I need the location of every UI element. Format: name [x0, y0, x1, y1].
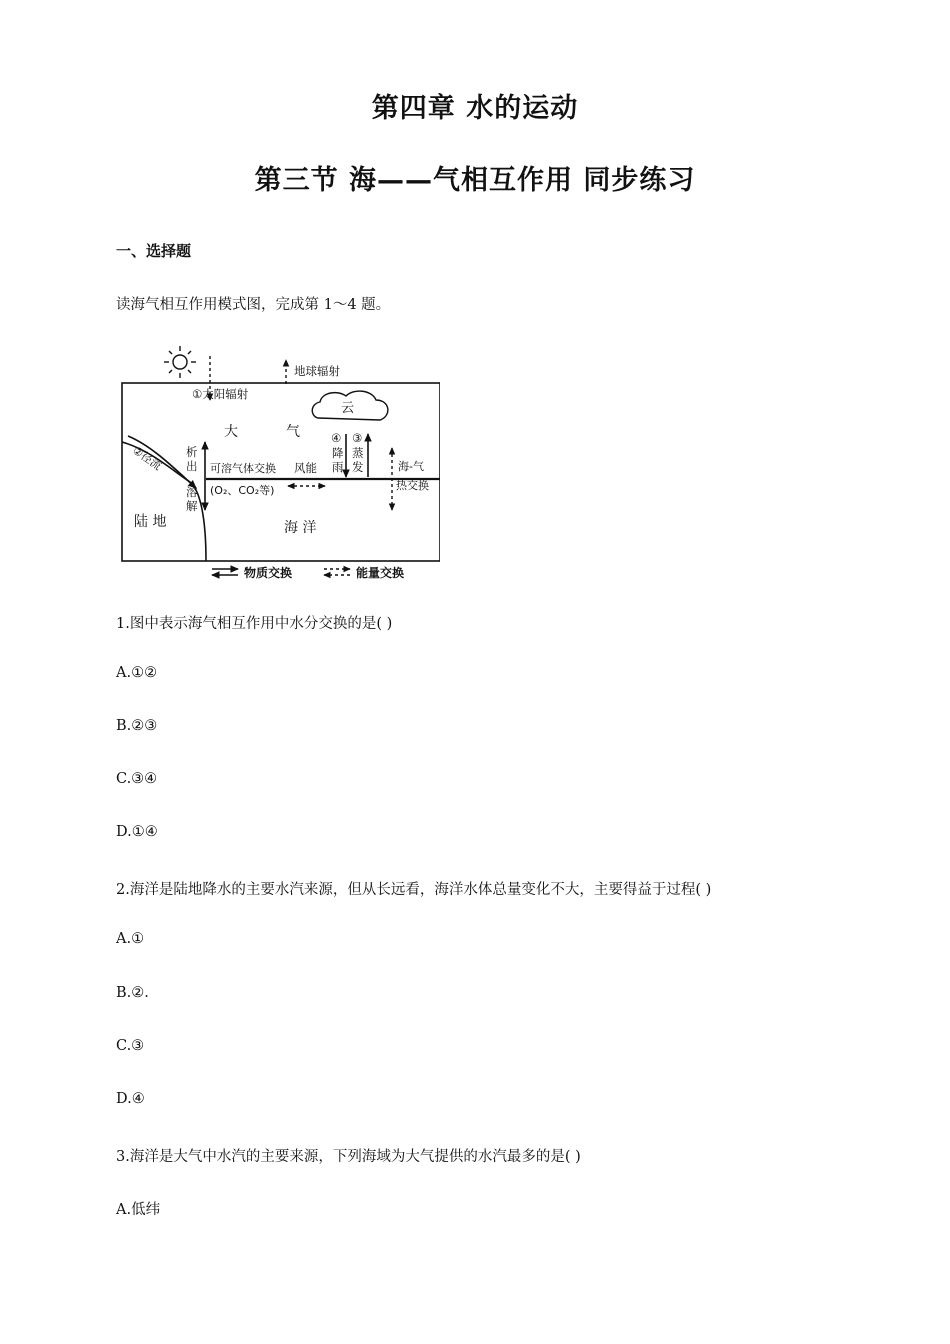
question-3-stem: 3.海洋是大气中水汽的主要来源，下列海域为大气提供的水汽最多的是( ) — [116, 1149, 581, 1165]
dissolve-label-2: 解 — [186, 499, 198, 513]
gas-exchange-label: 可溶气体交换 — [210, 462, 276, 475]
runoff-label: ②径流 — [130, 443, 164, 473]
question-1-option-d: D.①④ — [116, 824, 158, 840]
question-1-option-a: A.①② — [116, 665, 158, 681]
gases-label: (O₂、CO₂等) — [210, 484, 275, 497]
question-1-stem: 1.图中表示海气相互作用中水分交换的是( ) — [116, 616, 393, 632]
question-2-option-a: A.① — [116, 931, 145, 947]
intro-text: 读海气相互作用模式图，完成第 1～4 题。 — [116, 297, 391, 313]
legend-material-label: 物质交换 — [244, 566, 293, 580]
sun-icon — [164, 346, 196, 378]
solar-radiation-label: ①太阳辐射 — [192, 387, 249, 401]
atmosphere-label-2: 气 — [286, 424, 300, 440]
question-2-stem: 2.海洋是陆地降水的主要水汽来源，但从长远看，海洋水体总量变化不大，主要得益于过程( ) — [116, 882, 712, 898]
rain-number: ④ — [331, 431, 342, 445]
question-2-option-c: C.③ — [116, 1038, 145, 1054]
question-1-option-b: B.②③ — [116, 718, 158, 734]
question-2-option-b: B.②. — [116, 985, 149, 1001]
earth-radiation-label: 地球辐射 — [294, 364, 340, 378]
section-title: 第三节 海——气相互作用 同步练习 — [254, 165, 696, 196]
evap-label-1: 蒸 — [352, 446, 364, 460]
heat-exchange-label-2: 热交换 — [396, 479, 429, 492]
chapter-title: 第四章 水的运动 — [371, 93, 579, 124]
evap-label-2: 发 — [352, 460, 364, 474]
question-2-option-d: D.④ — [116, 1091, 145, 1107]
atmosphere-label-1: 大 — [224, 424, 238, 440]
sea-air-interaction-diagram — [110, 342, 440, 587]
legend-energy-label: 能量交换 — [356, 566, 405, 580]
rain-label-2: 雨 — [332, 460, 344, 474]
wind-energy-label: 风能 — [294, 461, 317, 475]
rain-label-1: 降 — [332, 446, 344, 460]
heat-exchange-label-1: 海-气 — [398, 460, 424, 473]
dissolve-label-1: 溶 — [186, 485, 198, 499]
question-3-option-a: A.低纬 — [116, 1202, 161, 1218]
question-1-option-c: C.③④ — [116, 771, 158, 787]
land-label: 陆 地 — [134, 514, 167, 530]
cloud-label: 云 — [341, 401, 355, 416]
ocean-label: 海 洋 — [284, 520, 317, 536]
evap-number: ③ — [352, 431, 363, 445]
precip-out-label-2: 出 — [186, 459, 198, 473]
question-type-heading: 一、选择题 — [116, 242, 192, 260]
precip-out-label-1: 析 — [186, 445, 198, 459]
